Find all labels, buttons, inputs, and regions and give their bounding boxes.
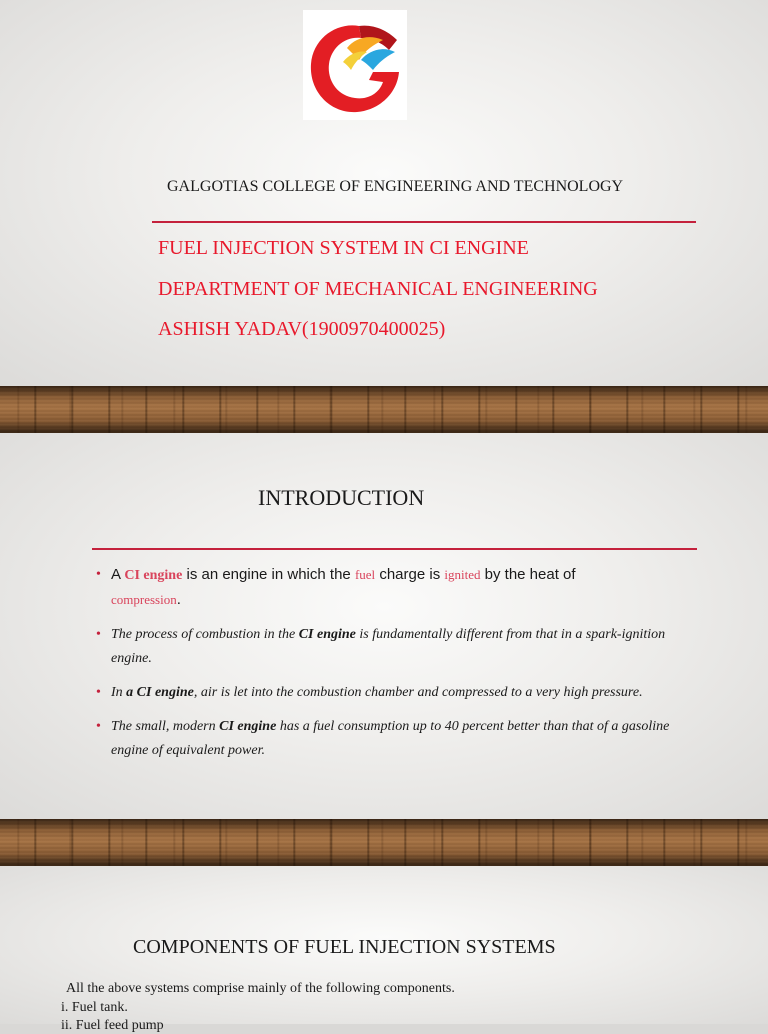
author-name: ASHISH YADAV(1900970400025) [158,318,446,340]
bullet-item [96,623,696,671]
highlight-term: fuel [354,567,376,582]
bold-term: a CI engine [126,685,194,700]
component-item: i. Fuel tank. [61,1000,128,1015]
highlight-term: ignited [444,567,481,582]
slide-title: INTRODUCTION [258,485,425,510]
bullet-text: , air is let into the combustion chamber and compressed to a very high pressure. [193,685,643,700]
logo-box [303,10,407,120]
bullet-text: . [176,591,181,608]
bullet-item [96,563,696,613]
wood-floor-divider [0,386,768,433]
highlight-term: compression [111,592,177,607]
bullet-text: is fundamentally different from that in a spark-ignition engine. [111,627,666,666]
slide-title: COMPONENTS OF FUEL INJECTION SYSTEMS [133,936,556,958]
department-name: DEPARTMENT OF MECHANICAL ENGINEERING [158,278,598,300]
galgotias-logo-icon [303,10,407,120]
components-intro: All the above systems comprise mainly of the following components. [66,981,455,996]
presentation-title: FUEL INJECTION SYSTEM IN CI ENGINE [158,237,529,259]
bullet-icon: • [96,567,101,582]
title-divider [152,221,696,223]
bullet-icon: • [96,719,101,734]
bullet-text: The process of combustion in the [111,627,299,642]
bullet-text: charge is [375,566,445,583]
title-divider [92,548,697,550]
bullet-text: In [111,685,127,700]
bullet-text: The small, modern [111,719,220,734]
components-slide [0,866,768,1033]
component-item: ii. Fuel feed pump [61,1018,164,1033]
bullet-item [96,715,696,763]
bullet-text: A [111,566,125,583]
college-name: GALGOTIAS COLLEGE OF ENGINEERING AND TECHNOLOGY [167,178,624,195]
title-slide [0,0,768,386]
bold-term: CI engine [298,627,356,642]
wood-floor-divider [0,819,768,866]
bullet-list [96,563,696,773]
bold-term: CI engine [219,719,277,734]
bullet-text: is an engine in which the [182,566,355,583]
bullet-item [96,681,696,705]
bullet-text: has a fuel consumption up to 40 percent better than that of a gasoline engine of equivalent power. [111,719,670,758]
bullet-icon: • [96,685,101,700]
introduction-slide [0,433,768,819]
bullet-icon: • [96,627,101,642]
bullet-text: by the heat of [480,566,576,583]
highlight-term: CI engine [124,568,183,583]
